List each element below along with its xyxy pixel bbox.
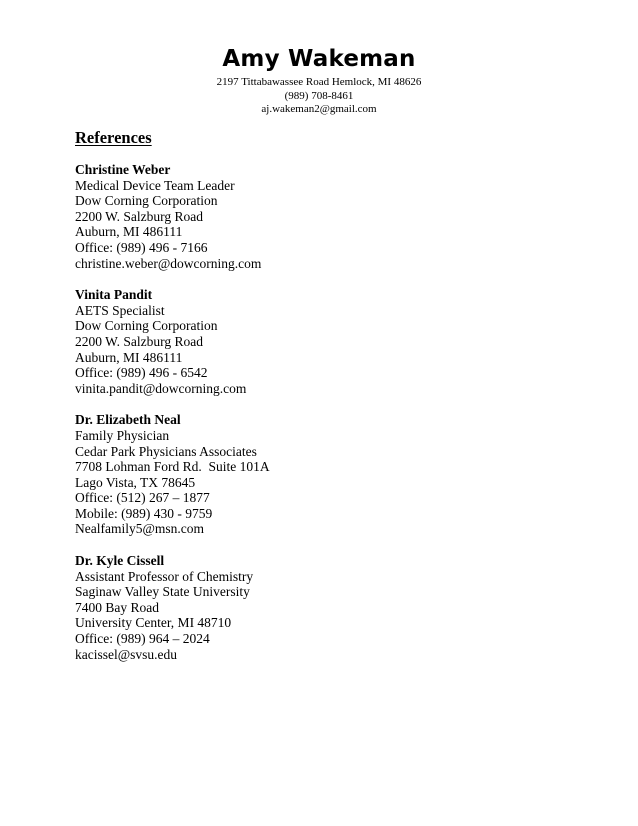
reference-mobile-phone: Mobile: (989) 430 - 9759 [75, 505, 213, 521]
reference-street: 7708 Lohman Ford Rd. Suite 101A [75, 459, 270, 475]
contact-email: aj.wakeman2@gmail.com [261, 103, 377, 115]
reference-office-phone: Office: (989) 964 – 2024 [75, 631, 210, 647]
reference-street: 2200 W. Salzburg Road [75, 333, 203, 349]
reference-city: Auburn, MI 486111 [75, 224, 183, 240]
reference-title: AETS Specialist [75, 302, 165, 318]
reference-name: Dr. Kyle Cissell [75, 553, 165, 569]
resume-header [0, 44, 638, 117]
contact-block [0, 76, 638, 117]
reference-name: Christine Weber [75, 162, 171, 177]
contact-address: 2197 Tittabawassee Road Hemlock, MI 48626 [216, 76, 422, 88]
references-list [75, 162, 575, 678]
applicant-name: Amy Wakeman [222, 46, 416, 72]
reference-city: Auburn, MI 486111 [75, 349, 183, 365]
reference-name: Vinita Pandit [75, 287, 153, 303]
reference-entry [75, 412, 575, 537]
reference-title: Medical Device Team Leader [75, 177, 235, 193]
reference-email: christine.weber@dowcorning.com [75, 255, 262, 271]
reference-organization: Dow Corning Corporation [75, 193, 218, 209]
reference-organization: Saginaw Valley State University [75, 584, 250, 600]
reference-entry [75, 162, 575, 271]
references-heading: References [75, 128, 152, 147]
reference-organization: Dow Corning Corporation [75, 318, 218, 334]
reference-title: Assistant Professor of Chemistry [75, 568, 254, 584]
reference-city: University Center, MI 48710 [75, 615, 232, 631]
reference-email: vinita.pandit@dowcorning.com [75, 380, 247, 396]
reference-office-phone: Office: (989) 496 - 7166 [75, 239, 208, 255]
reference-office-phone: Office: (512) 267 – 1877 [75, 490, 210, 506]
reference-office-phone: Office: (989) 496 - 6542 [75, 365, 208, 381]
reference-organization: Cedar Park Physicians Associates [75, 443, 257, 459]
reference-street: 7400 Bay Road [75, 599, 159, 615]
reference-name: Dr. Elizabeth Neal [75, 412, 181, 428]
reference-title: Family Physician [75, 427, 170, 443]
contact-phone: (989) 708-8461 [284, 89, 354, 102]
reference-email: kacissel@svsu.edu [75, 646, 178, 662]
reference-email: Nealfamily5@msn.com [75, 521, 205, 537]
reference-entry [75, 553, 575, 662]
reference-city: Lago Vista, TX 78645 [75, 474, 196, 490]
reference-street: 2200 W. Salzburg Road [75, 208, 203, 224]
reference-entry [75, 287, 575, 396]
